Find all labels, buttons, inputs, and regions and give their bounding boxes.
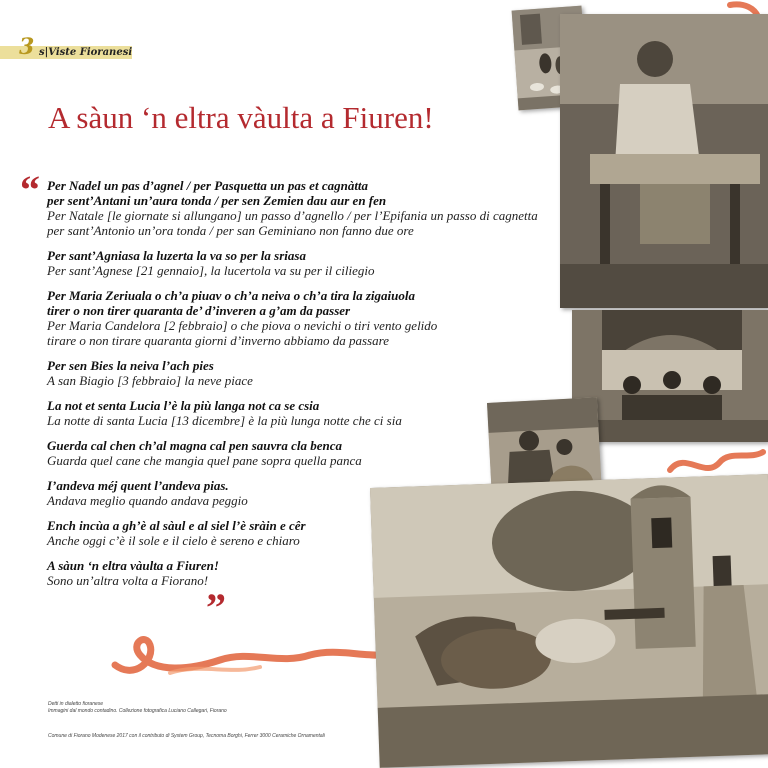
proverb-dialect [47,358,547,373]
dialect-line: Per sant’Agniasa la luzerta la va so per la sriasa [47,248,306,263]
page-title: A sàun ‘n eltra vàulta a Fiuren! [48,100,434,135]
translation-line: tirare o non tirare quaranta giorni d’inverno abbiamo da passare [47,333,389,348]
dialect-line: Per Maria Zeriuala o ch’a piuav o ch’a neiva o ch’a tira la zigaiuola [47,288,415,303]
translation-line: Guarda quel cane che mangia quel pane sopra quella panca [47,453,362,468]
proverb-translation [47,263,547,278]
dialect-line: La not et senta Lucia l’è la più langa not ca se csia [47,398,320,413]
proverb-dialect [47,178,547,208]
dialect-line: Ench incùa a gh’è al sàul e al siel l’è sràin e cêr [47,518,306,533]
translation-line: La notte di santa Lucia [13 dicembre] è la più lunga notte che ci sia [47,413,402,428]
open-quote-mark: “ [20,167,40,212]
proverb-dialect [47,288,547,318]
dialect-line: tirer o non tirer quaranta de’ d’inveren a g’am da passer [47,303,351,318]
credits-line: Immagini dal mondo contadino. Collezione fotografica Luciano Callegari, Fiorano [48,708,227,714]
dialect-line: Guerda cal chen ch’al magna cal pen sauvra cla benca [47,438,343,453]
translation-line: Sono un’altra volta a Fiorano! [47,573,209,588]
translation-line: Andava meglio quando andava peggio [47,493,248,508]
translation-line: Per sant’Agnese [21 gennaio], la lucertola va su per il ciliegio [47,263,375,278]
proverb-translation [47,413,547,428]
ribbon-bottom-decoration [110,625,410,690]
close-quote-mark: ” [206,585,226,630]
proverb-item [47,358,547,388]
photo-woman-kneading [560,14,768,308]
dialect-line: per sent’Antani un’aura tonda / per sen Zemien dau aur en fen [47,193,387,208]
dialect-line: I’andeva méj quent l’andeva pias. [47,478,229,493]
proverb-item [47,288,547,348]
dialect-line: Per sen Bies la neiva l’ach pies [47,358,214,373]
proverb-translation [47,373,547,388]
photo-oxen-cart [370,474,768,768]
translation-line: per sant’Antonio un’ora tonda / per san Geminiano non fanno due ore [47,223,414,238]
proverb-item [47,178,547,238]
dialect-line: Per Nadel un pas d’agnel / per Pasquetta un pas et cagnàtta [47,178,369,193]
photo-credits [48,701,227,715]
proverb-item [47,438,547,468]
credits-line: Detti in dialetto fioranese [48,701,104,707]
proverb-dialect [47,248,547,263]
dialect-line: A sàun ‘n eltra vàulta a Fiuren! [47,558,219,573]
proverb-translation [47,453,547,468]
proverb-translation [47,208,547,238]
proverb-dialect [47,398,547,413]
translation-line: Per Maria Candelora [2 febbraio] o che piova o nevichi o tiri vento gelido [47,318,438,333]
proverb-item [47,248,547,278]
proverb-item [47,398,547,428]
translation-line: A san Biagio [3 febbraio] la neve piace [47,373,253,388]
photo-men-playing-cards [572,310,768,442]
sponsor-line: Comune di Fiorano Modenese 2017 con il contributo di System Group, Tecnoma Borghi, Ferrer 3000 Ceramiche Ornamentali [48,733,325,739]
page-number: 3 [19,34,35,60]
translation-line: Per Natale [le giornate si allungano] un passo d’agnello / per l’Epifania un passo di cagnetta [47,208,538,223]
translation-line: Anche oggi c’è il sole e il cielo è sereno e chiaro [47,533,300,548]
proverb-translation [47,318,547,348]
section-label: s|Viste Fioranesi [39,47,133,58]
proverb-dialect [47,438,547,453]
